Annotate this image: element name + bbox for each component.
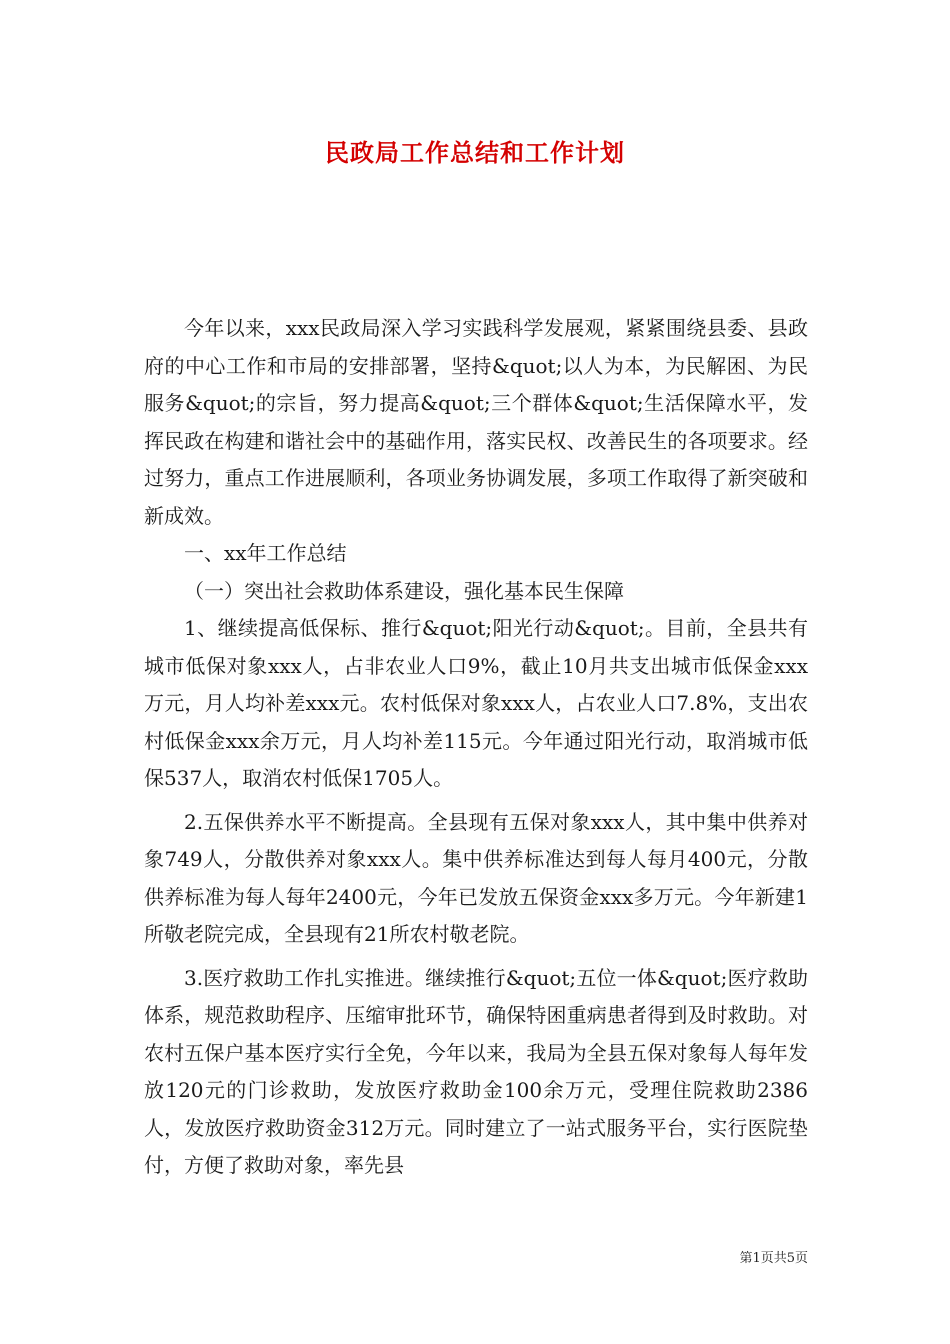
document-title: 民政局工作总结和工作计划 [325, 138, 625, 167]
document-body [144, 310, 808, 1185]
section-heading: 一、xx年工作总结 [184, 541, 347, 565]
paragraph-item-3: 3.医疗救助工作扎实推进。继续推行&quot;五位一体&quot;医疗救助体系，规范救助程序、压缩审批环节，确保特困重病患者得到及时救助。对农村五保户基本医疗实行全免，今年以来，我局为全县五保对象每人每年发放120元的门诊救助，发放医疗救助金100余万元，受理住院救助2386人，发放医疗救助资金312万元。同时建立了一站式服务平台，实行医院垫付，方便了救助对象，率先县 [144, 965, 808, 1177]
subsection-heading: （一）突出社会救助体系建设，强化基本民生保障 [184, 578, 624, 603]
paragraph-intro: 今年以来，xxx民政局深入学习实践科学发展观，紧紧围绕县委、县政府的中心工作和市局的安排部署，坚持&quot;以人为本，为民解困、为民服务&quot;的宗旨，努力提高&quot;三个群体&quot;生活保障水平，发挥民政在构建和谐社会中的基础作用，落实民权、改善民生的各项要求。经过努力，重点工作进展顺利，各项业务协调发展，多项工作取得了新突破和新成效。 [144, 316, 808, 528]
paragraph-item-1: 1、继续提高低保标、推行&quot;阳光行动&quot;。目前，全县共有城市低保对象xxx人，占非农业人口9%，截止10月共支出城市低保金xxx万元，月人均补差xxx元。农村低保对象xxx人，占农业人口7.8%，支出农村低保金xxx余万元，月人均补差115元。今年通过阳光行动，取消城市低保537人，取消农村低保1705人。 [144, 616, 808, 790]
paragraph-item-2: 2.五保供养水平不断提高。全县现有五保对象xxx人，其中集中供养对象749人，分散供养对象xxx人。集中供养标准达到每人每月400元，分散供养标准为每人每年2400元，今年已发放五保资金xxx多万元。今年新建1所敬老院完成，全县现有21所农村敬老院。 [144, 809, 808, 946]
page-indicator: 第1页共5页 [739, 1251, 808, 1266]
